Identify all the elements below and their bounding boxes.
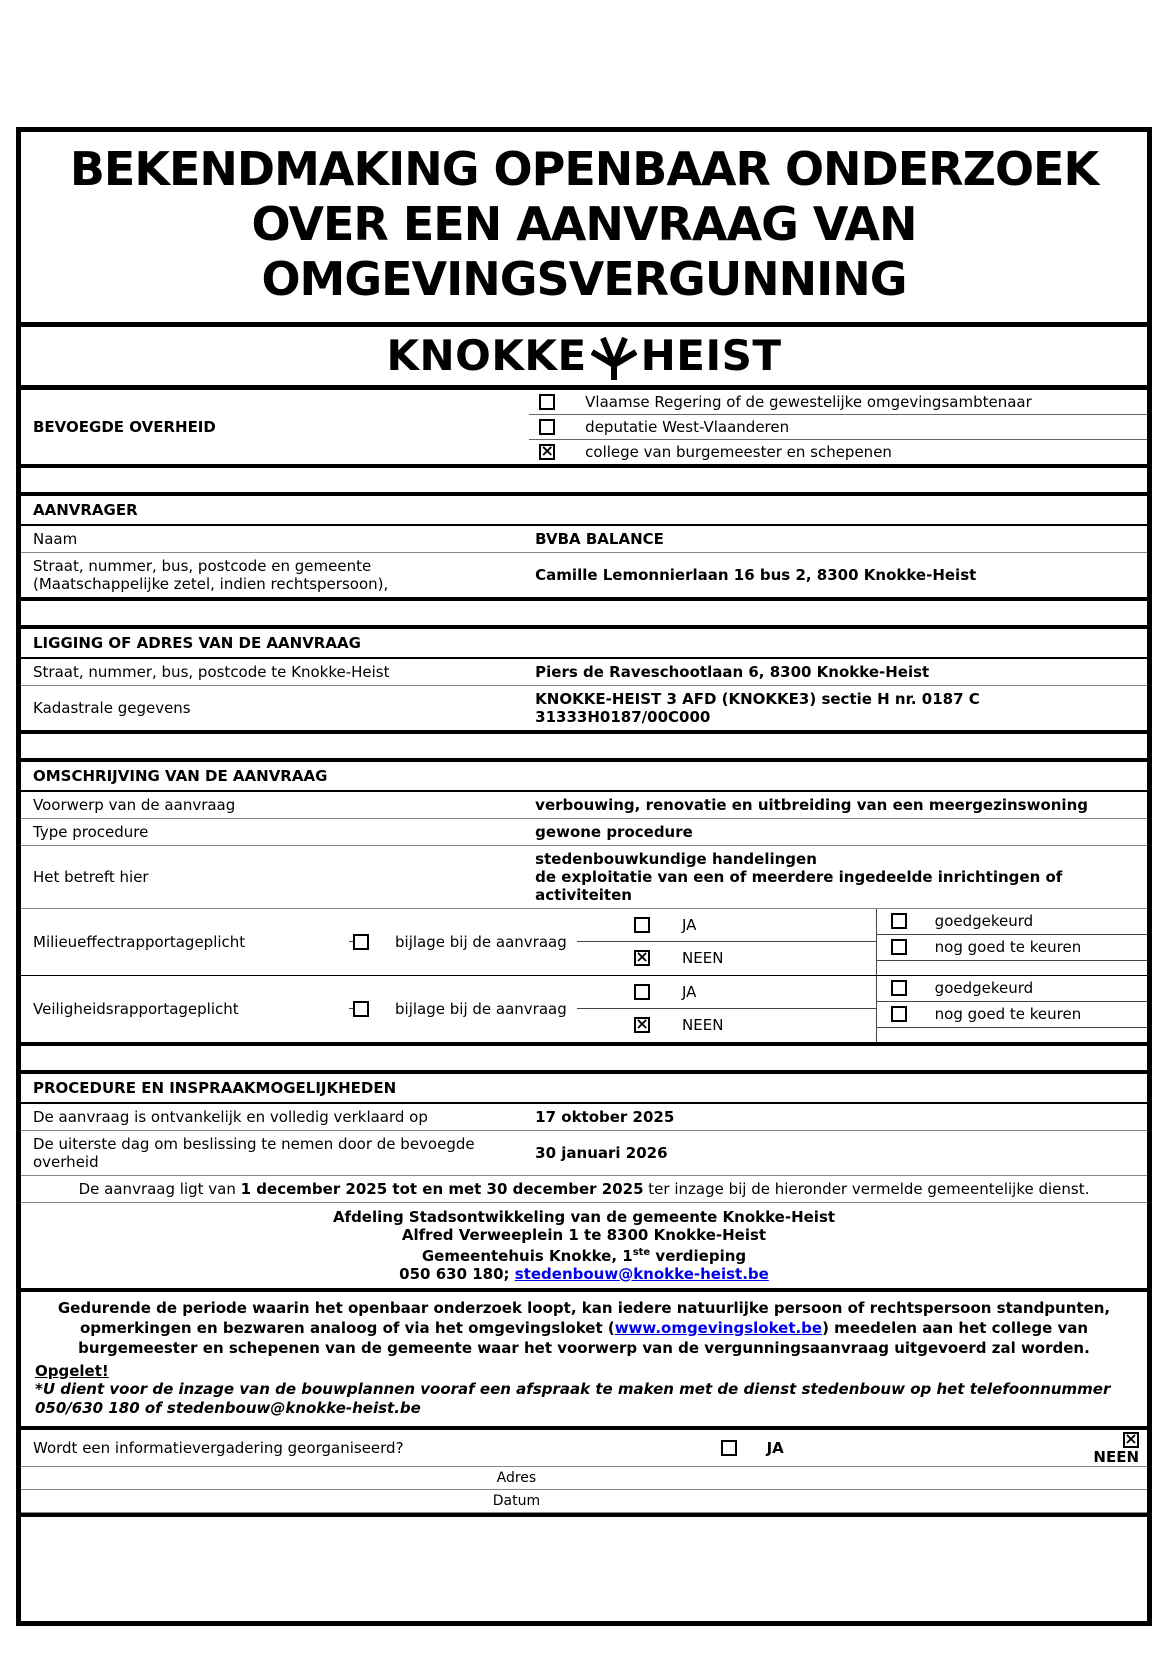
mer-approval-cell — [876, 909, 1147, 975]
vr-noggoed-label: nog goed te keuren — [934, 1005, 1082, 1024]
vr-ja-label: JA — [682, 982, 697, 1001]
section-spacer — [21, 464, 1147, 496]
option-deputatie — [529, 415, 1147, 440]
info-ja — [721, 1439, 784, 1457]
mer-bijlage — [353, 933, 577, 951]
seagull-icon — [591, 337, 637, 381]
row-voorwerp — [21, 792, 1147, 819]
field-value: Camille Lemonnierlaan 16 bus 2, 8300 Knokke-Heist — [535, 565, 977, 584]
inzage-text: De aanvraag ligt van — [78, 1179, 241, 1198]
gemeentelijke-dienst-block — [21, 1203, 1147, 1288]
option-vlaamse-regering — [529, 390, 1147, 415]
field-label-line2: (Maatschappelijke zetel, indien rechtspersoon), — [33, 574, 389, 593]
municipality-logo — [21, 327, 1147, 390]
row-milieueffectrapportageplicht — [21, 909, 1147, 975]
checkbox-vlaamse-regering[interactable] — [539, 394, 555, 410]
field-label: Het betreft hier — [33, 867, 149, 886]
mer-goedgekeurd-row — [877, 909, 1147, 935]
field-label: Type procedure — [33, 822, 149, 841]
section-header-procedure: PROCEDURE EN INSPRAAKMOGELIJKHEDEN — [21, 1074, 1147, 1104]
option-label: college van burgemeester en schepenen — [585, 442, 892, 461]
empty-footer-box — [21, 1513, 1147, 1621]
bevoegde-overheid-options — [529, 390, 1147, 464]
field-label — [21, 553, 529, 597]
datum-label: Datum — [492, 1492, 541, 1509]
section-header-aanvrager: AANVRAGER — [21, 496, 1147, 526]
vr-neen-label: NEEN — [682, 1016, 724, 1035]
field-value: Piers de Raveschootlaan 6, 8300 Knokke-Heist — [535, 662, 930, 681]
field-label: Naam — [33, 529, 78, 548]
section-spacer — [21, 597, 1147, 629]
field-value: gewone procedure — [535, 822, 693, 841]
option-college — [529, 440, 1147, 464]
section-spacer — [21, 1042, 1147, 1074]
row-aanvrager-adres — [21, 553, 1147, 597]
info-ja-label: JA — [766, 1438, 784, 1457]
option-label: deputatie West-Vlaanderen — [585, 417, 790, 436]
dienst-line2: Alfred Verweeplein 1 te 8300 Knokke-Heist — [401, 1225, 767, 1244]
logo-text-left: KNOKKE — [386, 331, 587, 381]
checkbox-mer-noggoed[interactable] — [891, 939, 907, 955]
field-value — [529, 686, 1147, 730]
checkbox-mer-neen[interactable] — [634, 950, 650, 966]
afspraak-note: *U dient voor de inzage van de bouwplannen vooraf een afspraak te maken met de dienst stedenbouw op het telefoonnummer 050/630 180 of stedenbouw@knokke-heist.be — [35, 1379, 1111, 1417]
row-datum — [21, 1490, 1147, 1513]
section-header-ligging: LIGGING OF ADRES VAN DE AANVRAAG — [21, 629, 1147, 659]
inzage-text2: ter inzage bij de hieronder vermelde gemeentelijke dienst. — [643, 1179, 1090, 1198]
vr-main — [349, 976, 876, 1042]
bevoegde-overheid-label: BEVOEGDE OVERHEID — [33, 417, 216, 436]
checkbox-vr-bijlage[interactable] — [353, 1001, 369, 1017]
info-neen-label: NEEN — [1093, 1447, 1139, 1466]
mer-noggoed-row — [877, 935, 1147, 961]
checkbox-mer-ja[interactable] — [634, 917, 650, 933]
vr-goedgekeurd-label: goedgekeurd — [934, 979, 1034, 998]
field-label: Milieueffectrapportageplicht — [33, 932, 246, 951]
dienst-line4: 050 630 180; stedenbouw@knokke-heist.be — [399, 1264, 769, 1283]
field-value-line2: 31333H0187/00C000 — [535, 707, 711, 726]
vr-bijlage-label: bijlage bij de aanvraag — [395, 999, 567, 1018]
checkbox-mer-goedgekeurd[interactable] — [891, 913, 907, 929]
field-value-line2: de exploitatie van een of meerdere ingedeelde inrichtingen of activiteiten — [535, 867, 1063, 904]
dienst-line1: Afdeling Stadsontwikkeling van de gemeente Knokke-Heist — [332, 1207, 836, 1226]
field-value: verbouwing, renovatie en uitbreiding van een meergezinswoning — [535, 795, 1088, 814]
info-question: Wordt een informatievergadering georganiseerd? — [33, 1438, 404, 1457]
bezwaar-block — [21, 1288, 1147, 1426]
field-label: Voorwerp van de aanvraag — [33, 795, 236, 814]
inzage-sentence — [21, 1176, 1147, 1203]
section-spacer — [21, 730, 1147, 762]
checkbox-vr-noggoed[interactable] — [891, 1006, 907, 1022]
checkbox-vr-goedgekeurd[interactable] — [891, 980, 907, 996]
adres-label: Adres — [496, 1469, 537, 1486]
row-kadaster — [21, 686, 1147, 730]
mer-bijlage-label: bijlage bij de aanvraag — [395, 932, 567, 951]
checkbox-mer-bijlage[interactable] — [353, 934, 369, 950]
field-label: De aanvraag is ontvankelijk en volledig verklaard op — [33, 1107, 428, 1126]
field-value: 30 januari 2026 — [535, 1143, 668, 1162]
page-title: BEKENDMAKING OPENBAAR ONDERZOEK OVER EEN AANVRAAG VAN OMGEVINGSVERGUNNING — [69, 142, 1099, 307]
mer-goedgekeurd-label: goedgekeurd — [934, 912, 1034, 931]
omgevingsloket-link[interactable]: www.omgevingsloket.be — [614, 1318, 823, 1337]
row-naam — [21, 526, 1147, 553]
checkbox-vr-ja[interactable] — [634, 984, 650, 1000]
row-betreft — [21, 846, 1147, 909]
email-link[interactable]: stedenbouw@knokke-heist.be — [514, 1264, 769, 1283]
field-label: Veiligheidsrapportageplicht — [33, 999, 239, 1018]
title-section — [21, 132, 1147, 327]
row-type-procedure — [21, 819, 1147, 846]
row-adres — [21, 1467, 1147, 1490]
checkbox-info-ja[interactable] — [721, 1440, 737, 1456]
mer-neen-label: NEEN — [682, 949, 724, 968]
field-label: Straat, nummer, bus, postcode te Knokke-Heist — [33, 662, 390, 681]
bevoegde-overheid-section — [21, 390, 1147, 464]
vr-goedgekeurd-row — [877, 976, 1147, 1002]
checkbox-college[interactable] — [539, 444, 555, 460]
inzage-period: 1 december 2025 tot en met 30 december 2025 — [240, 1179, 644, 1198]
logo-text-right: HEIST — [640, 331, 782, 381]
vr-bijlage — [353, 1000, 577, 1018]
field-value: 17 oktober 2025 — [535, 1107, 675, 1126]
mer-main — [349, 909, 876, 975]
row-ontvankelijk — [21, 1104, 1147, 1131]
field-value: BVBA BALANCE — [535, 529, 664, 548]
vr-controls — [349, 976, 1147, 1042]
row-ligging-straat — [21, 659, 1147, 686]
field-label-line1: Straat, nummer, bus, postcode en gemeente — [33, 556, 372, 575]
mer-ja-label: JA — [682, 915, 697, 934]
bezwaar-paragraph: Gedurende de periode waarin het openbaar onderzoek loopt, kan iedere natuurlijke persoon of rechtspersoon standpunten, opmerkingen en bezwaren analoog of via het omgevingsloket (www.omgevingsloket.be) meedelen aan het college van burgemeester en schepenen van de gemeente waar het voorwerp van de vergunningsaanvraag uitgevoerd zal worden. — [57, 1298, 1111, 1357]
vr-noggoed-row — [877, 1002, 1147, 1028]
field-label: De uiterste dag om beslissing te nemen door de bevoegde overheid — [33, 1134, 475, 1171]
checkbox-deputatie[interactable] — [539, 419, 555, 435]
vr-approval-cell — [876, 976, 1147, 1042]
field-value — [529, 846, 1147, 908]
field-value-line1: KNOKKE-HEIST 3 AFD (KNOKKE3) sectie H nr. 0187 C — [535, 689, 980, 708]
checkbox-info-neen[interactable] — [1123, 1432, 1139, 1448]
mer-approval-empty — [877, 961, 1147, 975]
dienst-line3: Gemeentehuis Knokke, 1ste verdieping — [421, 1246, 747, 1265]
field-value-line1: stedenbouwkundige handelingen — [535, 849, 817, 868]
mer-controls — [349, 909, 1147, 975]
mer-noggoed-label: nog goed te keuren — [934, 938, 1082, 957]
public-notice-form — [16, 127, 1152, 1626]
option-label: Vlaamse Regering of de gewestelijke omgevingsambtenaar — [585, 392, 1032, 411]
info-neen — [1093, 1430, 1147, 1466]
checkbox-vr-neen[interactable] — [634, 1017, 650, 1033]
vr-approval-empty — [877, 1028, 1147, 1042]
section-header-omschrijving: OMSCHRIJVING VAN DE AANVRAAG — [21, 762, 1147, 792]
row-informatievergadering — [21, 1426, 1147, 1467]
row-uiterste-dag — [21, 1131, 1147, 1176]
row-veiligheidsrapportageplicht — [21, 975, 1147, 1042]
field-label: Kadastrale gegevens — [33, 698, 191, 717]
opgelet-label: Opgelet! — [35, 1361, 109, 1380]
